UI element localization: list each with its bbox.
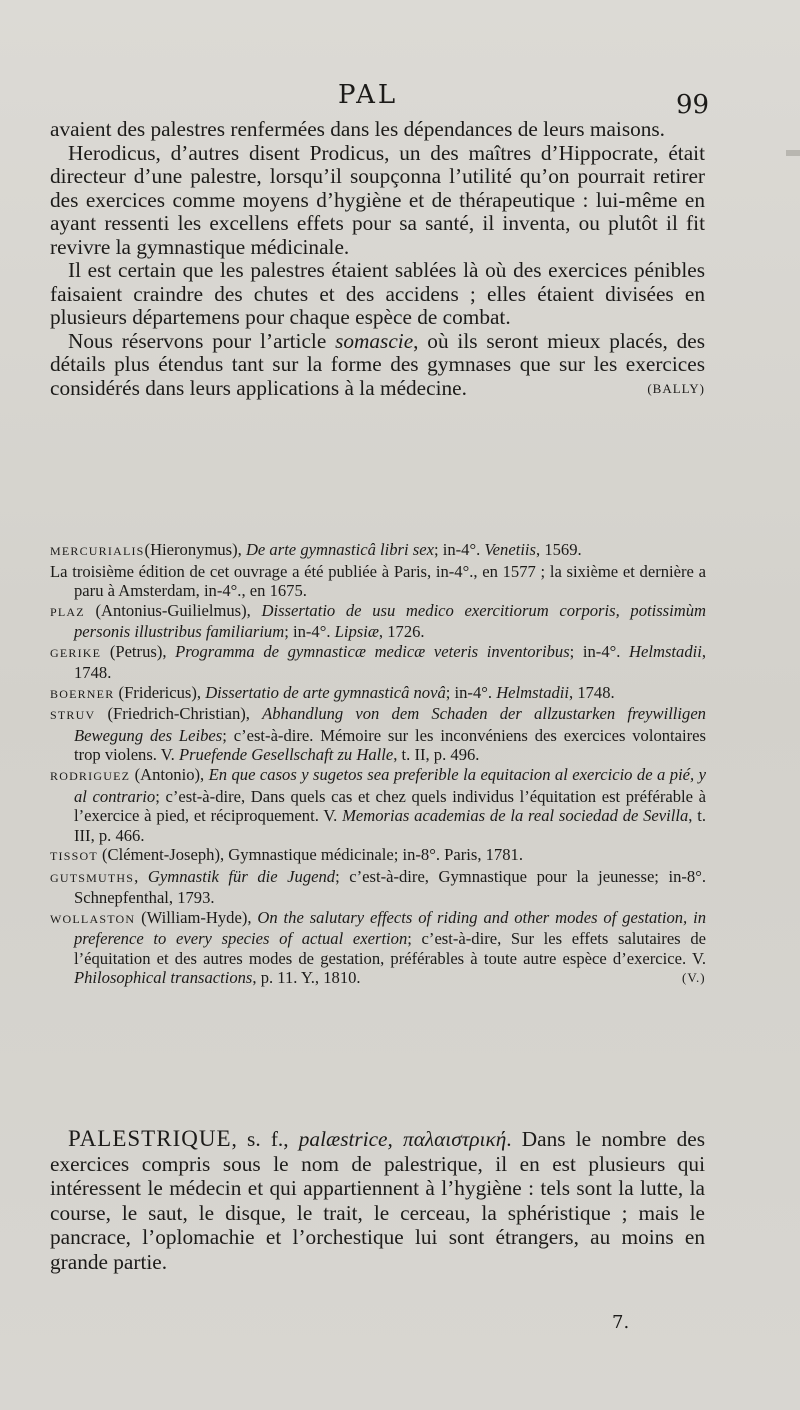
page-number: 99 <box>676 90 710 120</box>
entry-greek: , παλαιστρική <box>387 1127 507 1151</box>
bib-author: BOERNER <box>50 686 115 701</box>
bib-author: GERIKE <box>50 645 102 660</box>
bib-date: , t. III, p. 466. <box>74 806 706 845</box>
bib-firstname: (Antonio), <box>130 765 209 785</box>
bib-place: Helmstadii <box>629 641 702 661</box>
entry-latin: palæstrice <box>298 1127 388 1151</box>
paragraph-1: avaient des palestres renfermées dans les dépendances de leurs maisons. <box>50 117 666 141</box>
paragraph-2: Herodicus, d’autres disent Prodicus, un des maîtres d’Hippocrate, était directeur d’une palestre, lorsqu’il soupçonna l’utilité qu’on pourrait retirer des exercices comme moyens d’hygiène et de thérapeutique : lui-même en ayant ressenti les excellens effets pour sa santé, il inventa, ou plutôt il fit revivre la gymnastique médicinale. <box>50 140 705 259</box>
bib-firstname: (Fridericus), <box>114 682 206 702</box>
bib-date: , 1569. <box>536 540 582 559</box>
bib-rest: ; in-4°. <box>433 540 485 559</box>
entry-paragraph <box>50 1127 705 1274</box>
entry-grammar: , s. f., <box>231 1127 299 1151</box>
running-title: PAL <box>338 80 399 110</box>
bib-rest: Gymnastique médicinale; in-8°. Paris, 1781. <box>228 845 523 865</box>
bib-firstname: , <box>134 866 148 886</box>
main-text <box>50 118 705 400</box>
bib-author: STRUV <box>50 708 96 723</box>
bib-title: Gymnastik für die Jugend <box>147 866 336 886</box>
entry-headword: PALESTRIQUE <box>68 1126 232 1151</box>
paragraph-4 <box>50 330 705 401</box>
bib-title: En que casos y sugetos sea preferible la equitacion al exercicio de a pié, y al contrario <box>74 765 706 806</box>
cross-reference: somascie <box>335 328 414 353</box>
bib-title: Abhandlung von dem Schaden der allzustarken freywilligen Bewegung des Leibes <box>74 704 706 745</box>
bib-note: La troisième édition de cet ouvrage a été publiée à Paris, in-4°., en 1577 ; la sixième et dernière a paru à Amsterdam, in-4°., en 1675. <box>50 561 706 601</box>
palestrique-entry <box>50 1127 705 1274</box>
bibliography-entry <box>50 601 706 642</box>
bib-author: WOLLASTON <box>50 911 136 926</box>
bib-title: De arte gymnasticâ libri sex <box>245 540 434 559</box>
bib-date: , 1748. <box>74 641 707 683</box>
bibliography-entry <box>50 642 706 683</box>
bib-rest: ; c’est-à-dire. Mémoire sur les inconvéniens des exercices volontaires trop violens. V. <box>74 725 706 765</box>
bib-firstname: (Hieronymus), <box>144 540 246 559</box>
bib-place: Venetiis <box>484 540 537 559</box>
bib-title: Dissertatio de usu medico exercitiorum corporis, potissimùm personis illustribus familiarium <box>74 600 706 642</box>
entry-text: . Dans le nombre des exercices compris sous le nom de palestrique, il en est plusieurs qui intéressent le médecin et qui appartiennent à l’hygiène : tels sont la lutte, la course, le saut, le disque, le trait, le cerceau, la sphéristique ; mais le pancrace, l’oplomachie et l’orchestique lui sont étrangers, au moins en grande partie. <box>50 1127 705 1274</box>
bibliography-entry <box>50 845 706 867</box>
running-header <box>0 80 800 120</box>
bib-place: Memorias academias de la real sociedad de Sevilla <box>342 806 689 826</box>
bib-date: , t. II, p. 496. <box>393 745 480 765</box>
bib-firstname: (Antonius-Guilielmus), <box>84 600 262 620</box>
bibliography-entry <box>50 562 706 601</box>
bib-author: MERCURIALIS <box>50 544 145 558</box>
bib-rest: ; c’est-à-dire, Dans quels cas et chez quels individus l’équitation est préférable à l’exercice à pied, et réciproquement. V. <box>74 786 706 826</box>
bib-rest: ; in-4°. <box>284 622 335 642</box>
bib-place: Helmstadii <box>496 682 570 702</box>
bib-place: Pruefende Gesellschaft zu Halle <box>178 745 394 765</box>
paragraph-3: Il est certain que les palestres étaient sablées là où des exercices pénibles faisaient craindre des chutes et des accidens ; elles étaient divisées en plusieurs départemens pour chaque espèce de combat. <box>50 258 705 329</box>
bib-rest: ; c’est-à-dire, Gymnastique pour la jeunesse; in-8°. Schnepfenthal, 1793. <box>74 866 706 908</box>
bib-title: Programma de gymnasticæ medicæ veteris inventoribus <box>175 641 570 661</box>
page-edge-mark <box>786 150 800 156</box>
bib-place: Lipsiæ <box>334 622 379 642</box>
bibliography-entry <box>50 540 706 562</box>
bib-title: On the salutary effects of riding and other modes of gestation, in preference to every species of actual exertion <box>74 907 706 949</box>
bibliography-entry <box>50 765 706 845</box>
bib-author: RODRIGUEZ <box>50 769 131 784</box>
bib-author: GUTSMUTHS <box>50 870 135 885</box>
bibliography-entry: WOLLASTON (William-Hyde), On the salutary effects of riding and other modes of gestation, in preference to every species of actual exertion; c’est-à-dire, Sur les effets salutaires de l’équitation et des autres modes de gestation, préférables à toute autre espèce d’exercice. V. Philosophical transactions, p. 11. Y., 1810. (V.) <box>50 907 706 988</box>
paragraph-4-rest: , où ils seront mieux placés, des détails plus étendus tant sur la forme des gymnases que sur les exercices considérés dans leurs applications à la médecine. <box>50 328 706 400</box>
bib-date: , p. 11. Y., 1810. <box>252 968 361 988</box>
signature-mark: 7. <box>612 1312 630 1333</box>
paragraph-4-text: Nous réservons pour l’article <box>68 328 336 353</box>
bib-rest: ; c’est-à-dire, Sur les effets salutaires de l’équitation et des autres modes de gestation, préférables à toute autre espèce d’exercice. V. <box>74 929 706 968</box>
bib-rest: ; in-4°. <box>445 682 497 702</box>
bib-author: PLAZ <box>50 604 85 619</box>
bibliography-entry <box>50 867 706 908</box>
bib-place: Philosophical transactions <box>74 968 253 988</box>
bibliography-entry <box>50 704 706 765</box>
bib-firstname: (William-Hyde), <box>135 907 258 927</box>
bib-firstname: (Clément-Joseph), <box>97 845 229 865</box>
bib-date: , 1726. <box>378 622 425 642</box>
bib-firstname: (Friedrich-Christian), <box>95 704 263 724</box>
bib-date: , 1748. <box>569 682 615 702</box>
bib-title: Dissertatio de arte gymnasticâ novâ <box>205 682 446 702</box>
bibliography <box>50 540 706 988</box>
author-signature: (BALLY) <box>647 380 705 396</box>
bib-firstname: (Petrus), <box>101 641 176 661</box>
bibliography-entry <box>50 683 706 705</box>
bib-author: TISSOT <box>50 849 98 864</box>
bib-rest: ; in-4°. <box>569 641 630 661</box>
